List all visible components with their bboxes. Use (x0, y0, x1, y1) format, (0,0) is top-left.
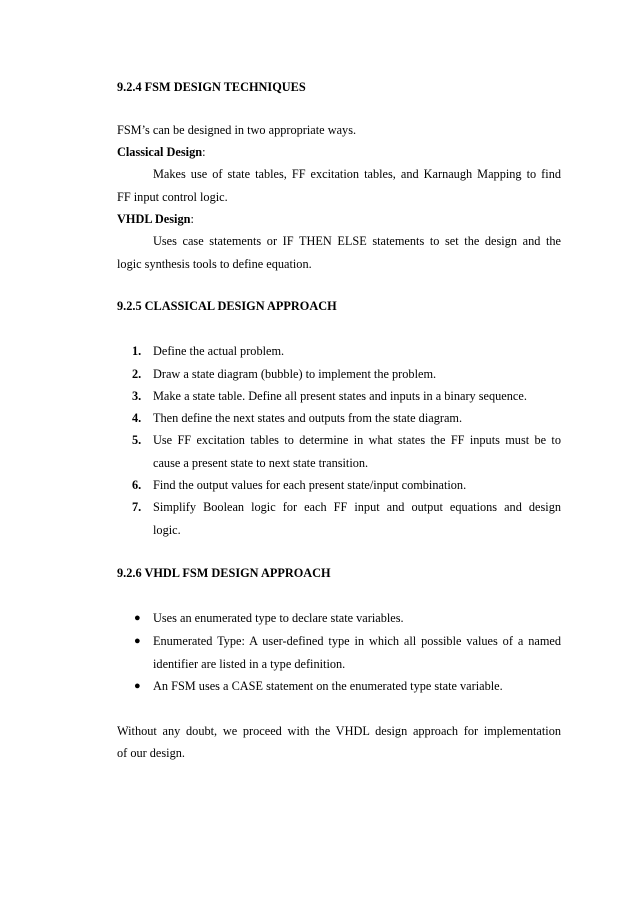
vhdl-design-text-line-2: logic synthesis tools to define equation. (117, 257, 312, 271)
list-item-number: 6. (132, 478, 142, 492)
list-item-text: Use FF excitation tables to determine in what states the FF inputs must be to (153, 433, 561, 447)
list-item-text: Enumerated Type: A user-defined type in which all possible values of a named (153, 634, 561, 648)
list-item-text: Make a state table. Define all present states and inputs in a binary sequence. (153, 389, 527, 403)
list-item-text: Find the output values for each present state/input combination. (153, 478, 467, 492)
vhdl-design-label: VHDL Design (117, 212, 191, 226)
bullet-icon: ● (134, 635, 141, 647)
intro-paragraph: FSM’s can be designed in two appropriate ways. (117, 123, 357, 137)
list-item-number: 4. (132, 411, 142, 425)
list-item-number: 5. (132, 433, 142, 447)
classical-design-text-line-2: FF input control logic. (117, 190, 228, 204)
vhdl-design-colon: : (190, 212, 194, 226)
classical-design-text-line-1: Makes use of state tables, FF excitation tables, and Karnaugh Mapping to find (153, 167, 561, 181)
classical-design-colon: : (202, 145, 206, 159)
section-heading-classical-design-approach: 9.2.5 CLASSICAL DESIGN APPROACH (117, 299, 337, 313)
vhdl-design-label-line (117, 211, 561, 227)
vhdl-design-text-line-1: Uses case statements or IF THEN ELSE statements to set the design and the (153, 234, 561, 248)
section-heading-vhdl-fsm-design-approach: 9.2.6 VHDL FSM DESIGN APPROACH (117, 566, 331, 580)
classical-design-label-line (117, 144, 561, 160)
list-item-number: 2. (132, 367, 142, 381)
bullet-icon: ● (134, 680, 141, 692)
list-item-text: Draw a state diagram (bubble) to implement the problem. (153, 367, 437, 381)
list-item-number: 3. (132, 389, 142, 403)
list-item-text: Define the actual problem. (153, 344, 285, 358)
bullet-icon: ● (134, 612, 141, 624)
list-item-number: 1. (132, 344, 142, 358)
section-heading-fsm-design-techniques: 9.2.4 FSM DESIGN TECHNIQUES (117, 80, 306, 94)
conclusion-line-2: of our design. (117, 746, 185, 760)
classical-design-label: Classical Design (117, 145, 203, 159)
list-item-text-continued: logic. (153, 523, 181, 537)
list-item-text: Then define the next states and outputs from the state diagram. (153, 411, 463, 425)
list-item-text: Uses an enumerated type to declare state variables. (153, 611, 404, 625)
list-item-text-continued: identifier are listed in a type definition. (153, 657, 346, 671)
conclusion-line-1: Without any doubt, we proceed with the VHDL design approach for implementation (117, 724, 561, 738)
list-item-text: An FSM uses a CASE statement on the enumerated type state variable. (153, 679, 503, 693)
list-item-text: Simplify Boolean logic for each FF input and output equations and design (153, 500, 561, 514)
list-item-text-continued: cause a present state to next state transition. (153, 456, 369, 470)
list-item-number: 7. (132, 500, 142, 514)
